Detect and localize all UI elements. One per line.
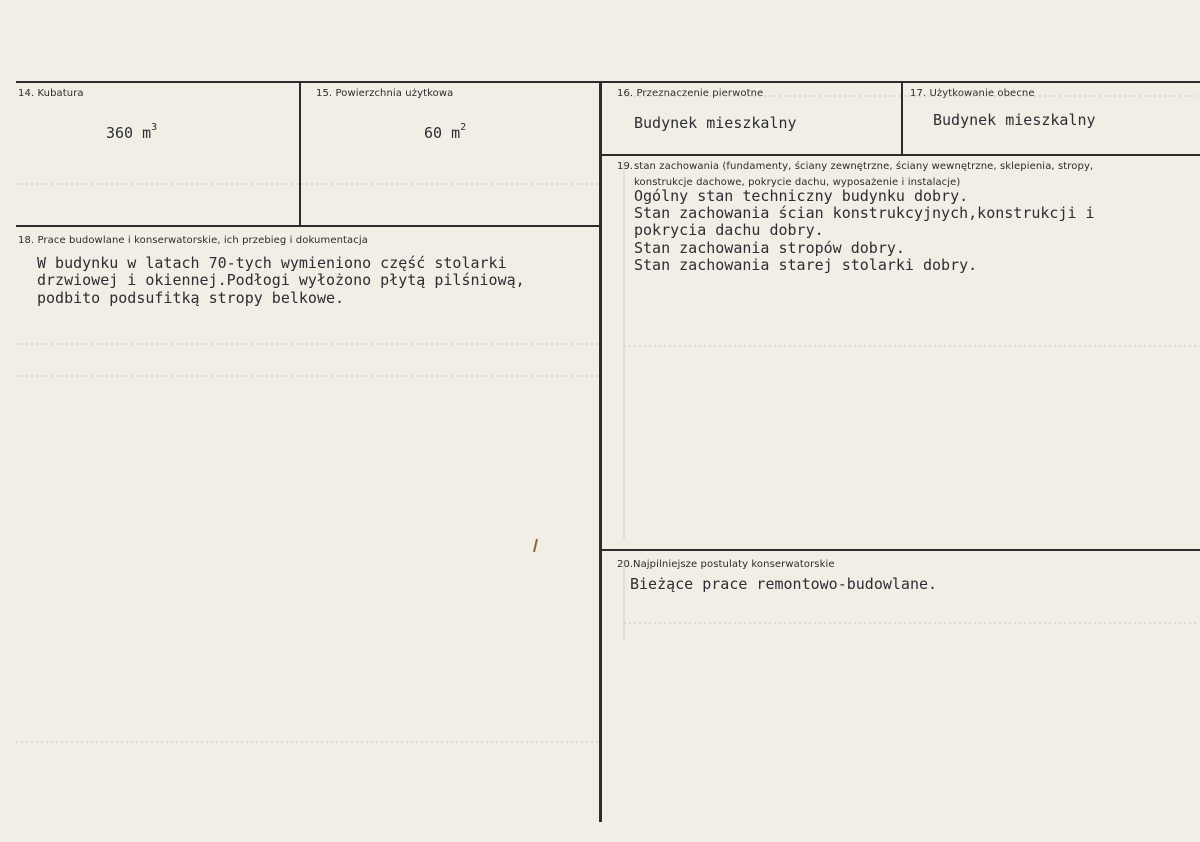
field-17-value: Budynek mieszkalny <box>933 111 1096 129</box>
field-20-number: 20. <box>617 559 634 570</box>
area-exponent: 2 <box>460 122 467 133</box>
field-20-line-1: Bieżące prace remontowo-budowlane. <box>630 575 938 593</box>
field-15-value <box>424 120 466 141</box>
field-14-value <box>106 120 157 141</box>
rule-above-20 <box>600 549 1200 551</box>
field-17-label: 17. Użytkowanie obecne <box>910 88 1035 99</box>
field-19-line-2: Stan zachowania ścian konstrukcyjnych,konstrukcji i <box>634 204 1095 222</box>
rule-below-16-17 <box>600 154 1200 156</box>
field-18-label: 18. Prace budowlane i konserwatorskie, ich przebieg i dokumentacja <box>18 235 368 246</box>
field-19-label-line-2: konstrukcje dachowe, pokrycie dachu, wyposażenie i instalacje) <box>634 177 961 188</box>
rule-below-14-15 <box>16 225 600 227</box>
field-18-line-2: drzwiowej i okiennej.Podłogi wyłożono płytą pilśniową, <box>37 271 525 289</box>
top-rule <box>16 81 1200 83</box>
field-14-label: 14. Kubatura <box>18 88 84 99</box>
field-16-value: Budynek mieszkalny <box>634 114 797 132</box>
field-19-number: 19. <box>617 161 634 172</box>
cubature-value: 360 m <box>106 124 152 142</box>
field-16-label: 16. Przeznaczenie pierwotne <box>617 88 764 99</box>
field-20-label: Najpilniejsze postulaty konserwatorskie <box>633 559 835 570</box>
divider-v-16-17 <box>901 82 903 154</box>
main-vertical-divider <box>599 82 602 822</box>
field-19-line-5: Stan zachowania starej stolarki dobry. <box>634 256 978 274</box>
field-19-line-1: Ogólny stan techniczny budynku dobry. <box>634 187 969 205</box>
field-19-line-4: Stan zachowania stropów dobry. <box>634 239 905 257</box>
field-19-line-3: pokrycia dachu dobry. <box>634 221 824 239</box>
field-15-label: 15. Powierzchnia użytkowa <box>316 88 454 99</box>
field-18-line-1: W budynku w latach 70-tych wymieniono część stolarki <box>37 254 507 272</box>
area-value: 60 m <box>424 124 461 142</box>
cubature-exponent: 3 <box>151 122 158 133</box>
field-18-line-3: podbito podsufitką stropy belkowe. <box>37 289 345 307</box>
pen-mark <box>534 539 537 552</box>
divider-v-14-15 <box>299 82 301 226</box>
field-19-label-line-1: stan zachowania (fundamenty, ściany zewnętrzne, ściany wewnętrzne, sklepienia, stropy, <box>634 161 1094 172</box>
